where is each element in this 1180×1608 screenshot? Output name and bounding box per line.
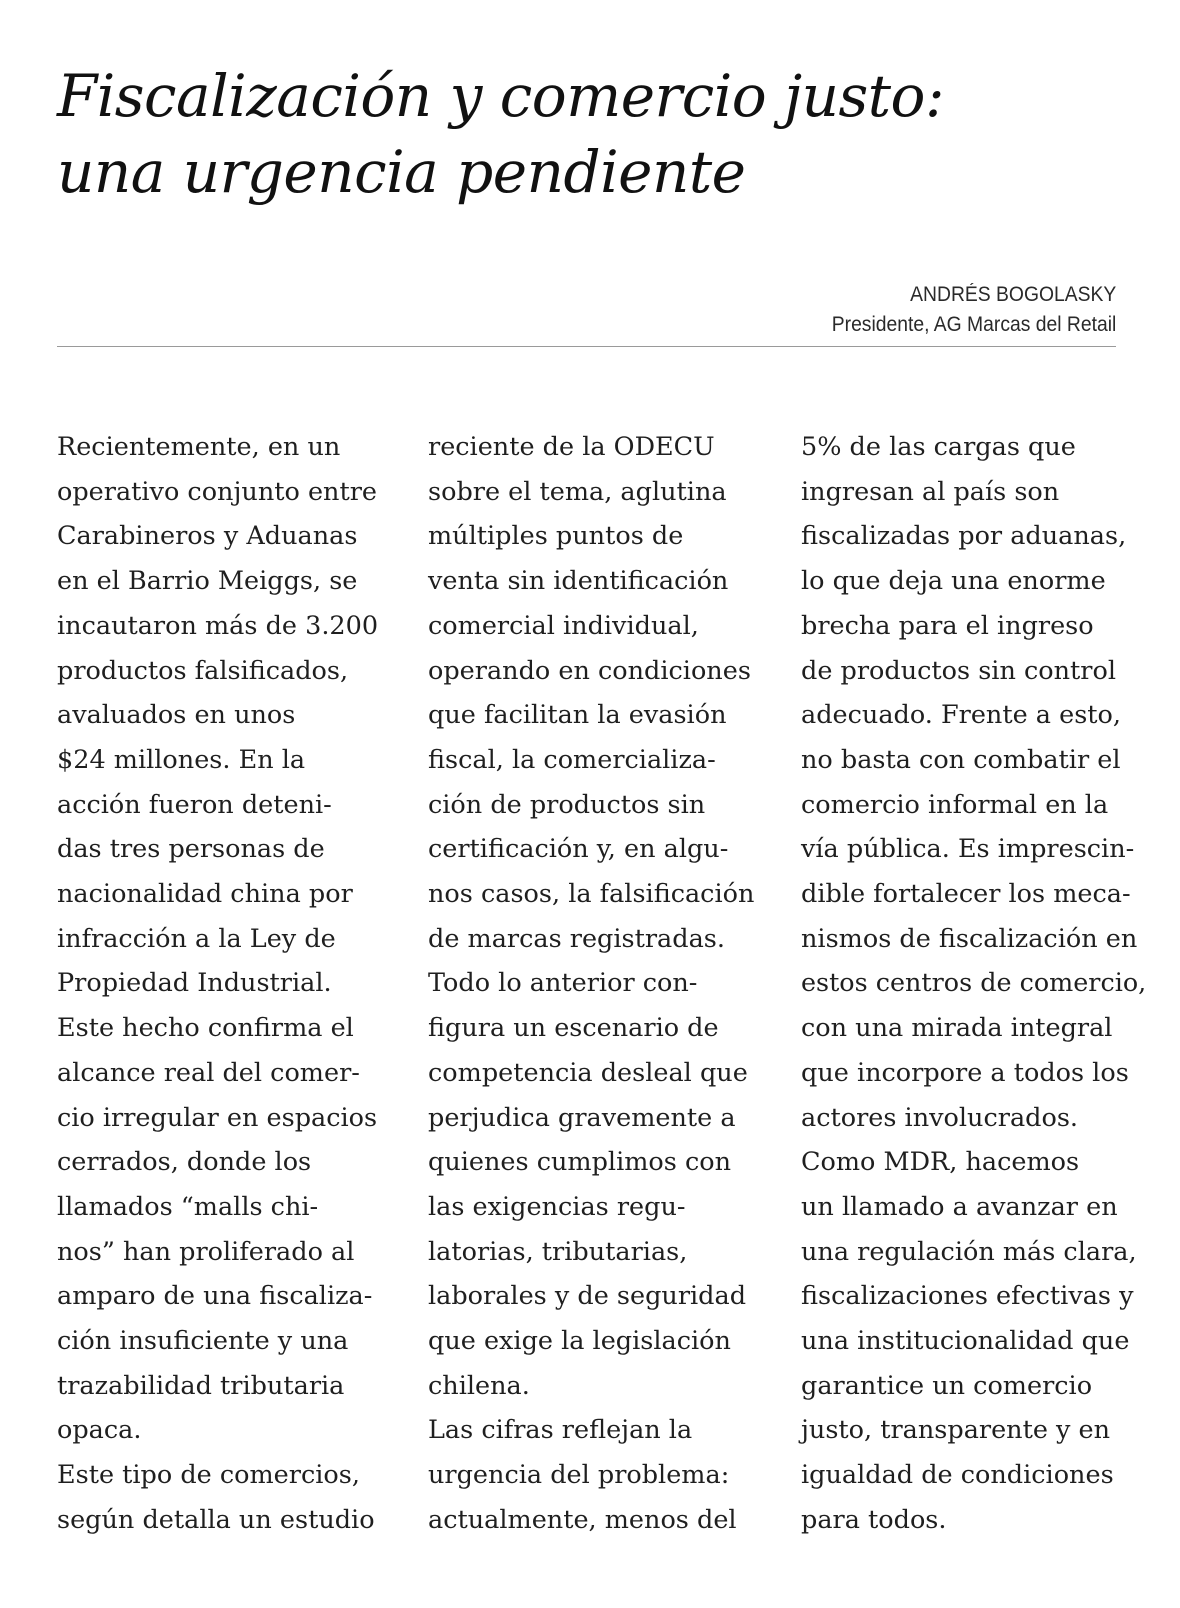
headline-line-2: una urgencia pendiente <box>57 138 746 206</box>
body-text-line: que incorpore a todos los <box>801 1057 1129 1088</box>
body-text-line: Como MDR, hacemos <box>801 1147 1080 1178</box>
body-text-line: 5% de las cargas que <box>801 432 1076 462</box>
body-text-line: justo, transparente y en <box>801 1415 1111 1446</box>
body-text-line: múltiples puntos de <box>428 521 684 552</box>
body-text-line: un llamado a avanzar en <box>801 1191 1118 1222</box>
body-text-line: una institucionalidad que <box>801 1326 1130 1357</box>
body-text-line: comercial individual, <box>428 610 699 641</box>
body-text-line: latorias, tributarias, <box>428 1236 688 1267</box>
body-text-line: ción insuficiente y una <box>57 1326 349 1357</box>
header-divider <box>57 346 1116 347</box>
body-text-line: certificación y, en algu- <box>428 834 729 865</box>
body-text-line: acción fueron deteni- <box>57 789 332 820</box>
body-text-line: quienes cumplimos con <box>428 1147 731 1178</box>
body-text-line: operando en condiciones <box>428 655 751 686</box>
body-text-line: laborales y de seguridad <box>428 1281 747 1312</box>
body-text-line: cio irregular en espacios <box>57 1102 378 1133</box>
body-text-line: actualmente, menos del <box>428 1504 737 1535</box>
body-text-line: garantice un comercio <box>801 1370 1093 1401</box>
body-text-line: Este hecho confirma el <box>57 1013 354 1044</box>
headline-line-1: Fiscalización y comercio justo: <box>57 62 945 130</box>
body-text-line: sobre el tema, aglutina <box>428 476 727 507</box>
body-text-line: opaca. <box>57 1415 142 1446</box>
body-text-line: nos” han proliferado al <box>57 1236 355 1267</box>
body-text-line: adecuado. Frente a esto, <box>801 700 1121 731</box>
body-text-line: $24 millones. En la <box>57 744 306 775</box>
body-text-line: de marcas registradas. <box>428 923 725 954</box>
body-text-line: avaluados en unos <box>57 700 296 731</box>
body-text-line: las exigencias regu- <box>428 1191 686 1222</box>
body-text-line: ción de productos sin <box>428 789 706 820</box>
body-text-line: trazabilidad tributaria <box>57 1370 345 1401</box>
body-text-line: infracción a la Ley de <box>57 923 336 954</box>
body-text-line: nacionalidad china por <box>57 879 353 910</box>
body-text-line: cerrados, donde los <box>57 1147 312 1178</box>
article-headline <box>57 58 1137 210</box>
body-text-line: de productos sin control <box>801 655 1116 686</box>
body-column-2 <box>428 425 773 1543</box>
body-text-line: Propiedad Industrial. <box>57 968 332 999</box>
body-text-line: urgencia del problema: <box>428 1460 730 1491</box>
author-name: ANDRÉS BOGOLASKY <box>909 283 1116 306</box>
body-text-line: alcance real del comer- <box>57 1057 360 1088</box>
body-text-line: que exige la legislación <box>428 1326 731 1357</box>
author-role: Presidente, AG Marcas del Retail <box>831 313 1116 336</box>
body-text-line: Recientemente, en un <box>57 432 341 462</box>
body-text-line: nos casos, la falsificación <box>428 879 755 910</box>
body-text-line: dible fortalecer los meca- <box>801 879 1131 910</box>
body-text-line: actores involucrados. <box>801 1102 1079 1133</box>
body-text-line: según detalla un estudio <box>57 1504 375 1535</box>
body-text-line: amparo de una fiscaliza- <box>57 1281 373 1312</box>
body-text-line: chilena. <box>428 1370 530 1401</box>
body-text-line: nismos de fiscalización en <box>801 923 1138 954</box>
body-text-line: fiscalizadas por aduanas, <box>801 521 1127 552</box>
body-text-line: reciente de la ODECU <box>428 432 715 462</box>
body-text-line: lo que deja una enorme <box>801 566 1106 597</box>
body-text-line: incautaron más de 3.200 <box>57 610 379 641</box>
author-byline <box>831 280 1116 340</box>
body-text-line: figura un escenario de <box>428 1013 719 1044</box>
body-text-line: estos centros de comercio, <box>801 968 1147 999</box>
body-text-line: productos falsificados, <box>57 655 349 686</box>
body-text-line: para todos. <box>801 1504 947 1535</box>
body-column-1 <box>57 425 402 1543</box>
body-text-line: Las cifras reflejan la <box>428 1415 693 1446</box>
body-column-3 <box>801 425 1146 1543</box>
body-text-line: comercio informal en la <box>801 789 1109 820</box>
body-text-line: Este tipo de comercios, <box>57 1460 360 1491</box>
body-text-line: no basta con combatir el <box>801 744 1121 775</box>
body-text-line: brecha para el ingreso <box>801 610 1094 641</box>
body-text-line: das tres personas de <box>57 834 325 865</box>
body-text-line: fiscal, la comercializa- <box>428 744 716 775</box>
body-text-line: vía pública. Es imprescin- <box>801 834 1135 865</box>
body-text-line: operativo conjunto entre <box>57 476 377 507</box>
body-text-line: Carabineros y Aduanas <box>57 521 358 552</box>
body-text-line: venta sin identificación <box>428 566 729 597</box>
body-text-line: ingresan al país son <box>801 476 1060 507</box>
body-text-line: competencia desleal que <box>428 1057 748 1088</box>
body-text-line: una regulación más clara, <box>801 1236 1137 1267</box>
body-text-line: llamados “malls chi- <box>57 1191 319 1222</box>
body-text-line: que facilitan la evasión <box>428 700 727 731</box>
body-text-line: perjudica gravemente a <box>428 1102 736 1133</box>
body-text-line: fiscalizaciones efectivas y <box>801 1281 1134 1312</box>
body-text-line: con una mirada integral <box>801 1013 1113 1044</box>
body-text-line: igualdad de condiciones <box>801 1460 1114 1491</box>
body-text-line: Todo lo anterior con- <box>428 968 698 999</box>
body-text-line: en el Barrio Meiggs, se <box>57 566 358 597</box>
